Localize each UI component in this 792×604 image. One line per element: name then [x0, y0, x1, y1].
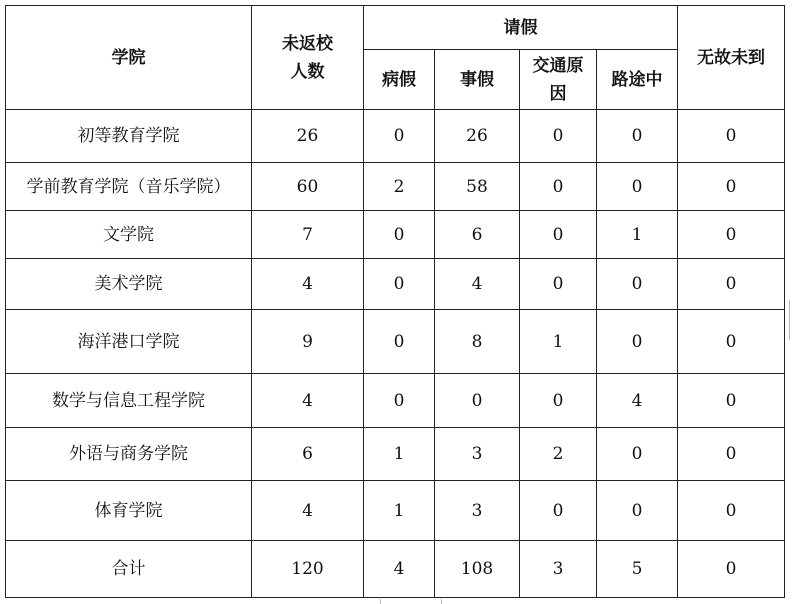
table-row [6, 481, 785, 541]
cell-absent: 0 [678, 211, 785, 259]
cell-not-returned: 4 [252, 259, 364, 310]
cell-on-way: 4 [597, 374, 678, 428]
cell-total-sick: 4 [364, 541, 435, 598]
header-personal-leave: 事假 [435, 50, 520, 110]
cell-transport: 2 [520, 428, 597, 481]
cell-personal: 3 [435, 428, 520, 481]
cell-school: 初等教育学院 [6, 110, 252, 163]
cell-school: 体育学院 [6, 481, 252, 541]
cell-total-not-returned: 120 [252, 541, 364, 598]
header-sick-leave: 病假 [364, 50, 435, 110]
cell-absent: 0 [678, 310, 785, 374]
cell-absent: 0 [678, 110, 785, 163]
cell-transport: 0 [520, 163, 597, 211]
cell-transport: 0 [520, 110, 597, 163]
header-on-the-way: 路途中 [597, 50, 678, 110]
cell-not-returned: 4 [252, 481, 364, 541]
cell-school: 数学与信息工程学院 [6, 374, 252, 428]
cell-total-on-way: 5 [597, 541, 678, 598]
cell-personal: 8 [435, 310, 520, 374]
cell-sick: 2 [364, 163, 435, 211]
cell-total-absent: 0 [678, 541, 785, 598]
cell-on-way: 0 [597, 163, 678, 211]
cell-on-way: 0 [597, 481, 678, 541]
header-transport-label: 交通原因 [532, 55, 584, 104]
cell-on-way: 0 [597, 259, 678, 310]
header-school: 学院 [6, 6, 252, 110]
table-row [6, 310, 785, 374]
cell-personal: 0 [435, 374, 520, 428]
cell-absent: 0 [678, 259, 785, 310]
table-row [6, 110, 785, 163]
cell-transport: 0 [520, 211, 597, 259]
cell-school: 海洋港口学院 [6, 310, 252, 374]
cell-sick: 1 [364, 481, 435, 541]
total-row [6, 541, 785, 598]
header-absent-no-reason: 无故未到 [678, 6, 785, 110]
cell-sick: 1 [364, 428, 435, 481]
cell-transport: 1 [520, 310, 597, 374]
table-row [6, 259, 785, 310]
cell-personal: 26 [435, 110, 520, 163]
cell-not-returned: 4 [252, 374, 364, 428]
cell-sick: 0 [364, 374, 435, 428]
cell-not-returned: 60 [252, 163, 364, 211]
header-not-returned-label: 未返校人数 [281, 33, 333, 82]
table-body [6, 110, 785, 598]
header-not-returned [252, 6, 364, 110]
cell-on-way: 0 [597, 428, 678, 481]
cell-on-way: 0 [597, 110, 678, 163]
cell-on-way: 1 [597, 211, 678, 259]
cell-sick: 0 [364, 211, 435, 259]
cell-personal: 3 [435, 481, 520, 541]
cell-on-way: 0 [597, 310, 678, 374]
header-leave-group: 请假 [364, 6, 678, 50]
cell-total-personal: 108 [435, 541, 520, 598]
cell-personal: 4 [435, 259, 520, 310]
cell-school: 文学院 [6, 211, 252, 259]
cell-absent: 0 [678, 163, 785, 211]
not-returned-statistics-table [5, 5, 785, 598]
cell-sick: 0 [364, 259, 435, 310]
cell-absent: 0 [678, 374, 785, 428]
table-header [6, 6, 785, 110]
cell-school: 外语与商务学院 [6, 428, 252, 481]
cell-personal: 58 [435, 163, 520, 211]
cell-not-returned: 6 [252, 428, 364, 481]
page-edge-mark [380, 599, 442, 604]
cell-school: 美术学院 [6, 259, 252, 310]
header-transport [520, 50, 597, 110]
cell-personal: 6 [435, 211, 520, 259]
cell-absent: 0 [678, 428, 785, 481]
cell-transport: 0 [520, 481, 597, 541]
cell-school: 学前教育学院（音乐学院） [6, 163, 252, 211]
cell-transport: 0 [520, 374, 597, 428]
cell-not-returned: 7 [252, 211, 364, 259]
table-row [6, 374, 785, 428]
cell-absent: 0 [678, 481, 785, 541]
table-row [6, 211, 785, 259]
cell-total-transport: 3 [520, 541, 597, 598]
cell-total-label: 合计 [6, 541, 252, 598]
cell-transport: 0 [520, 259, 597, 310]
header-row-top [6, 6, 785, 50]
cell-sick: 0 [364, 310, 435, 374]
table-row [6, 163, 785, 211]
cell-not-returned: 9 [252, 310, 364, 374]
cell-sick: 0 [364, 110, 435, 163]
table-row [6, 428, 785, 481]
cell-not-returned: 26 [252, 110, 364, 163]
right-edge-mark [789, 300, 790, 340]
